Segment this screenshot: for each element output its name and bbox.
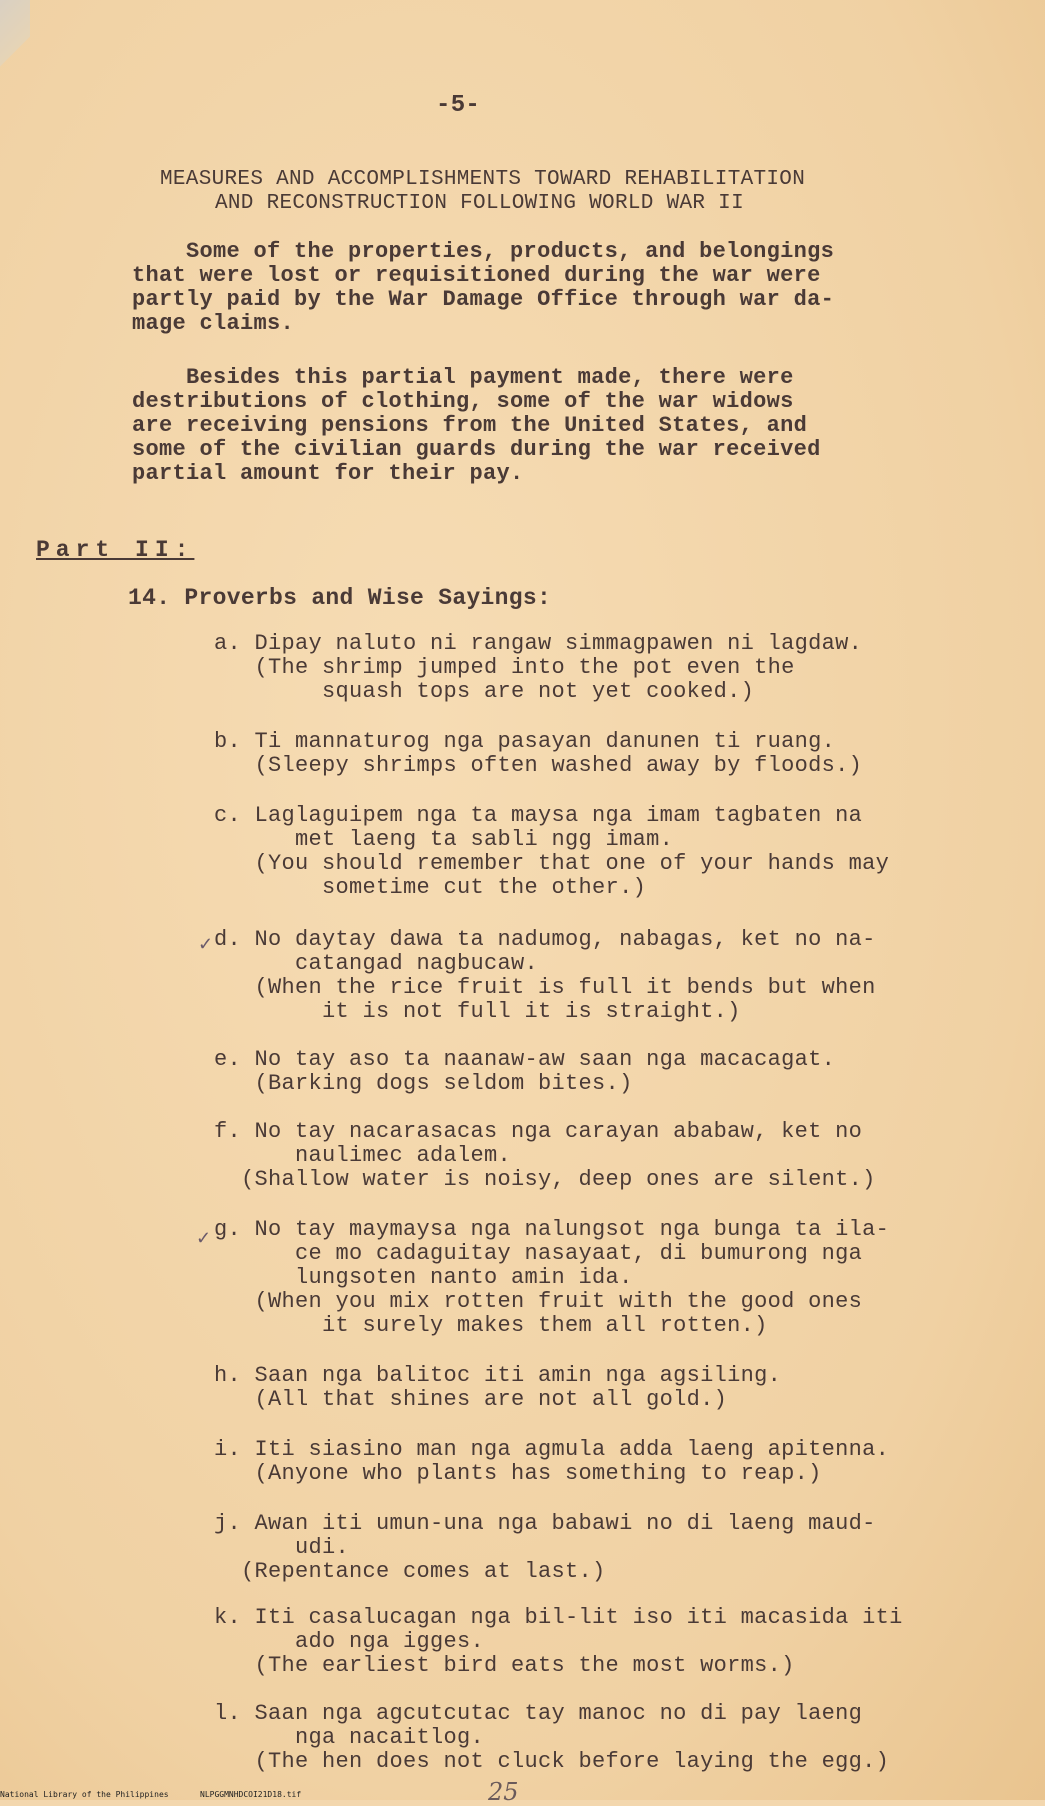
- proverb-f-line-1: f. No tay nacarasacas nga carayan ababaw, ket no: [214, 1119, 863, 1144]
- proverb-d-line-3: (When the rice fruit is full it bends but when: [214, 975, 876, 1000]
- paragraph-1-line-2: that were lost or requisitioned during the war were: [132, 263, 821, 288]
- paragraph-1-line-4: mage claims.: [132, 311, 295, 336]
- proverb-l-line-2: nga nacaitlog.: [214, 1725, 485, 1750]
- proverb-k-line-2: ado nga igges.: [214, 1629, 485, 1654]
- proverb-k-line-1: k. Iti casalucagan nga bil-lit iso iti macasida iti: [214, 1605, 903, 1630]
- proverb-c-line-4: sometime cut the other.): [214, 875, 647, 900]
- proverb-i-line-1: i. Iti siasino man nga agmula adda laeng apitenna.: [214, 1437, 890, 1462]
- proverb-g-line-3: lungsoten nanto amin ida.: [214, 1265, 633, 1290]
- proverb-c-line-1: c. Laglaguipem nga ta maysa nga imam tagbaten na: [214, 803, 863, 828]
- proverb-f-line-2: naulimec adalem.: [214, 1143, 512, 1168]
- proverb-l-line-1: l. Saan nga agcutcutac tay manoc no di pay laeng: [214, 1701, 863, 1726]
- proverb-h-line-2: (All that shines are not all gold.): [214, 1387, 728, 1412]
- proverb-k-line-3: (The earliest bird eats the most worms.): [214, 1653, 795, 1678]
- proverb-h-line-1: h. Saan nga balitoc iti amin nga agsiling.: [214, 1363, 782, 1388]
- proverb-b-line-2: (Sleepy shrimps often washed away by floods.): [214, 753, 863, 778]
- proverb-f-line-3: (Shallow water is noisy, deep ones are silent.): [214, 1167, 876, 1192]
- proverb-e-line-2: (Barking dogs seldom bites.): [214, 1071, 633, 1096]
- proverb-c-line-2: met laeng ta sabli ngg imam.: [214, 827, 674, 852]
- proverb-j-line-2: udi.: [214, 1535, 350, 1560]
- margin-check-mark: ✓: [196, 1228, 212, 1249]
- proverb-g-line-2: ce mo cadaguitay nasayaat, di bumurong nga: [214, 1241, 863, 1266]
- proverb-j-line-1: j. Awan iti umun-una nga babawi no di laeng maud-: [214, 1511, 876, 1536]
- paragraph-1-line-1: Some of the properties, products, and belongings: [132, 239, 835, 264]
- paragraph-1-line-3: partly paid by the War Damage Office through war da-: [132, 287, 835, 312]
- proverb-d-line-4: it is not full it is straight.): [214, 999, 741, 1024]
- document-title-line-2: AND RECONSTRUCTION FOLLOWING WORLD WAR II: [215, 192, 744, 215]
- proverb-a-line-1: a. Dipay naluto ni rangaw simmagpawen ni lagdaw.: [214, 631, 863, 656]
- page-number: -5-: [436, 92, 481, 119]
- proverb-c-line-3: (You should remember that one of your hands may: [214, 851, 890, 876]
- proverb-g-line-4: (When you mix rotten fruit with the good ones: [214, 1289, 863, 1314]
- proverb-d-line-2: catangad nagbucaw.: [214, 951, 539, 976]
- paragraph-2-line-1: Besides this partial payment made, there were: [132, 365, 794, 390]
- paragraph-2-line-3: are receiving pensions from the United States, and: [132, 413, 808, 438]
- paragraph-2-line-4: some of the civilian guards during the war received: [132, 437, 821, 462]
- proverb-i-line-2: (Anyone who plants has something to reap.): [214, 1461, 822, 1486]
- footer-library-name: National Library of the Philippines: [0, 1790, 169, 1799]
- proverb-d-line-1: d. No daytay dawa ta nadumog, nabagas, ket no na-: [214, 927, 876, 952]
- page-corner-fold: [0, 0, 30, 80]
- footer-file-name: NLPGGMNHDCOI21D18.tif: [200, 1790, 302, 1799]
- paragraph-2-line-2: destributions of clothing, some of the war widows: [132, 389, 794, 414]
- proverb-b-line-1: b. Ti mannaturog nga pasayan danunen ti ruang.: [214, 729, 836, 754]
- part-label: Part II:: [36, 537, 195, 563]
- proverb-g-line-5: it surely makes them all rotten.): [214, 1313, 768, 1338]
- proverb-a-line-2: (The shrimp jumped into the pot even the: [214, 655, 795, 680]
- proverb-l-line-3: (The hen does not cluck before laying the egg.): [214, 1749, 890, 1774]
- section-heading: 14. Proverbs and Wise Sayings:: [128, 585, 552, 611]
- proverb-g-line-1: g. No tay maymaysa nga nalungsot nga bunga ta ila-: [214, 1217, 890, 1242]
- handwritten-page-mark: 25: [488, 1778, 519, 1806]
- document-title-line-1: MEASURES AND ACCOMPLISHMENTS TOWARD REHABILITATION: [160, 168, 806, 191]
- paragraph-2-line-5: partial amount for their pay.: [132, 461, 524, 486]
- proverb-j-line-3: (Repentance comes at last.): [214, 1559, 606, 1584]
- proverb-e-line-1: e. No tay aso ta naanaw-aw saan nga macacagat.: [214, 1047, 836, 1072]
- margin-check-mark: ✓: [198, 934, 214, 955]
- proverb-a-line-3: squash tops are not yet cooked.): [214, 679, 755, 704]
